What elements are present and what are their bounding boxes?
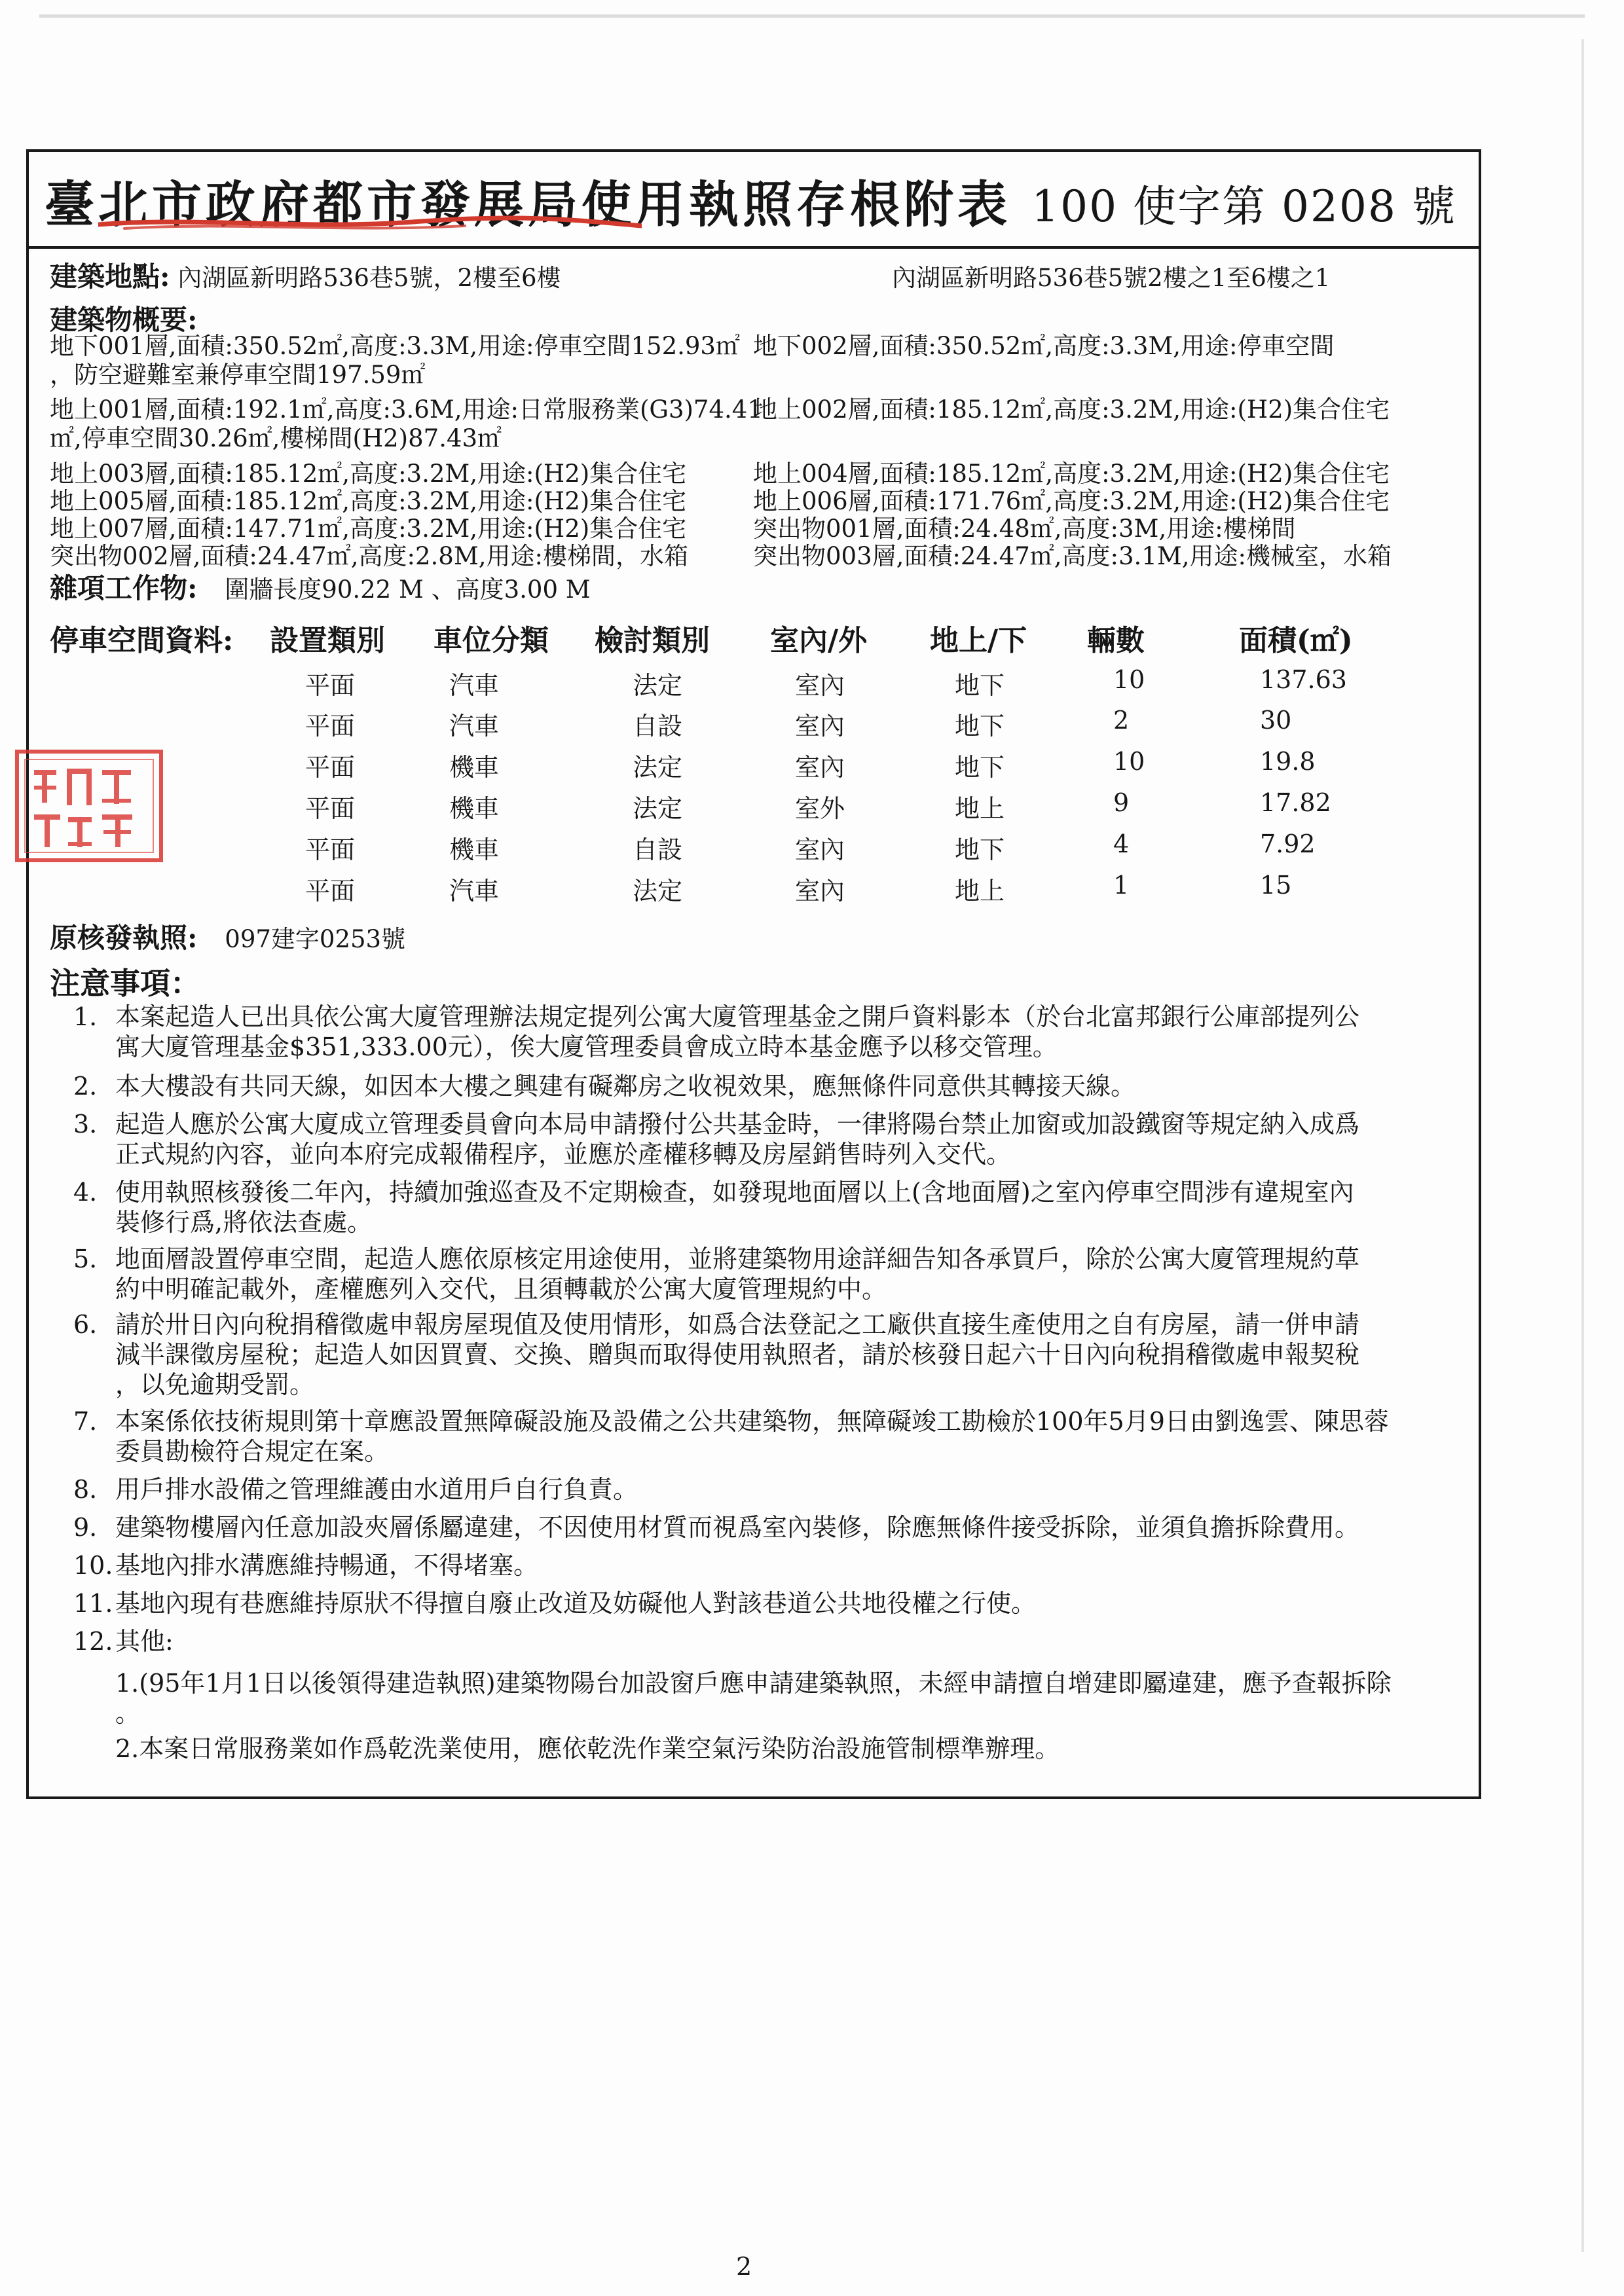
parking-cell: 法定: [633, 877, 683, 905]
note-number: 8.: [73, 1475, 98, 1504]
parking-cell: 室內: [795, 877, 845, 905]
misc-value: 圍牆長度90.22 M 、高度3.00 M: [225, 575, 591, 604]
parking-cell: 平面: [305, 712, 356, 740]
note-number: 9.: [73, 1513, 98, 1542]
parking-cell: 地下: [955, 835, 1005, 864]
parking-cell: 室內: [795, 753, 845, 782]
note-line: 委員勘檢符合規定在案。: [115, 1437, 390, 1466]
misc-label: 雜項工作物:: [50, 572, 198, 604]
note-line: 減半課徵房屋稅；起造人如因買賣、交換、贈與而取得使用執照者，請於核發日起六十日內向稅捐稽徵處申報契稅: [115, 1340, 1360, 1369]
note-number: 3.: [73, 1110, 98, 1139]
note-item: [73, 1309, 1530, 1400]
license-number: 100 使字第 0208 號: [1031, 181, 1456, 232]
overview-line: 地上003層,面積:185.12㎡,高度:3.2M,用途:(H2)集合住宅: [50, 460, 687, 488]
note-line: 本大樓設有共同天線，如因本大樓之興建有礙鄰房之收視效果，應無條件同意供其轉接天線。: [115, 1072, 1136, 1101]
parking-cell: 30: [1260, 706, 1292, 735]
parking-cell: 地上: [955, 877, 1005, 905]
parking-header: 面積(㎡): [1239, 624, 1353, 657]
note-number: 7.: [73, 1407, 98, 1436]
parking-cell: 7.92: [1260, 829, 1316, 858]
overview-line: 地下001層,面積:350.52㎡,高度:3.3M,用途:停車空間152.93㎡: [50, 332, 740, 360]
note-line: 基地內排水溝應維持暢通，不得堵塞。: [115, 1551, 539, 1580]
note-line: 2.本案日常服務業如作爲乾洗業使用，應依乾洗作業空氣污染防治設施管制標準辦理。: [115, 1734, 1060, 1763]
overview-line: 地下002層,面積:350.52㎡,高度:3.3M,用途:停車空間: [753, 332, 1335, 360]
note-item: [73, 1588, 1530, 1618]
document-title: 臺北市政府都市發展局使用執照存根附表: [45, 175, 1011, 234]
note-number: 6.: [73, 1310, 98, 1339]
overview-line: ㎡,停車空間30.26㎡,樓梯間(H2)87.43㎡: [50, 424, 502, 452]
note-line: 基地內現有巷應維持原狀不得擅自廢止改道及妨礙他人對該巷道公共地役權之行使。: [115, 1589, 1037, 1618]
parking-header: 設置類別: [270, 624, 385, 657]
parking-cell: 汽車: [449, 877, 500, 905]
note-line: 裝修行爲,將依法查處。: [115, 1208, 373, 1237]
parking-cell: 平面: [305, 835, 356, 864]
note-line: 建築物樓層內任意加設夾層係屬違建，不因使用材質而視爲室內裝修，除應無條件接受拆除，並須負擔拆除費用。: [115, 1513, 1360, 1542]
parking-cell: 室內: [795, 835, 845, 864]
original-license-row: [50, 924, 405, 953]
parking-cell: 室內: [795, 712, 845, 740]
note-item: [73, 1071, 1530, 1101]
parking-cell: 2: [1113, 706, 1130, 735]
parking-cell: 室內: [795, 671, 845, 700]
note-item: [73, 1244, 1530, 1304]
overview-line: 突出物001層,面積:24.48㎡,高度:3M,用途:樓梯間: [753, 515, 1296, 543]
overview-line: 地上001層,面積:192.1㎡,高度:3.6M,用途:日常服務業(G3)74.41: [50, 395, 763, 424]
parking-cell: 法定: [633, 671, 683, 700]
note-line: 1.(95年1月1日以後領得建造執照)建築物陽台加設窗戶應申請建築執照，未經申請擅自增建即屬違建，應予查報拆除: [115, 1669, 1392, 1698]
scan-edge-line: [39, 14, 1585, 18]
red-pen-stroke: [98, 213, 642, 236]
parking-header: 輛數: [1087, 624, 1145, 657]
parking-label: 停車空間資料:: [50, 624, 234, 657]
note-line: 其他:: [115, 1627, 174, 1656]
note-line: 約中明確記載外，產權應列入交代，且須轉載於公寓大廈管理規約中。: [115, 1275, 887, 1303]
note-number: 1.: [73, 1002, 98, 1031]
misc-row: [50, 572, 591, 604]
parking-cell: 4: [1113, 829, 1130, 858]
note-line: 用戶排水設備之管理維護由水道用戶自行負責。: [115, 1475, 638, 1504]
note-item: [73, 1550, 1530, 1580]
overview-line: 地上004層,面積:185.12㎡,高度:3.2M,用途:(H2)集合住宅: [753, 460, 1390, 488]
parking-cell: 法定: [633, 753, 683, 782]
parking-cell: 10: [1113, 665, 1145, 694]
overview-line: 突出物003層,面積:24.47㎡,高度:3.1M,用途:機械室，水箱: [753, 542, 1392, 570]
parking-cell: 法定: [633, 794, 683, 823]
original-license-value: 097建字0253號: [225, 925, 406, 953]
note-item: [73, 1474, 1530, 1504]
scan-edge-line-right: [1581, 39, 1584, 2252]
overview-label: 建築物概要:: [50, 304, 198, 336]
note-line: 使用執照核發後二年內，持續加強巡查及不定期檢查，如發現地面層以上(含地面層)之室內停車空間涉有違規室內: [115, 1178, 1354, 1207]
note-line: 寓大廈管理基金$351,333.00元），俟大廈管理委員會成立時本基金應予以移交管理。: [115, 1032, 1058, 1061]
note-item: [73, 1177, 1530, 1237]
overview-line: 突出物002層,面積:24.47㎡,高度:2.8M,用途:樓梯間，水箱: [50, 542, 688, 570]
note-number: 10.: [73, 1551, 113, 1580]
note-line: 起造人應於公寓大廈成立管理委員會向本局申請撥付公共基金時，一律將陽台禁止加窗或加設鐵窗等規定納入成爲: [115, 1110, 1360, 1139]
parking-cell: 137.63: [1260, 665, 1347, 694]
site-value: 內湖區新明路536巷5號，2樓至6樓: [177, 264, 561, 292]
site-value-right: 內湖區新明路536巷5號2樓之1至6樓之1: [892, 264, 1331, 292]
parking-cell: 10: [1113, 747, 1145, 776]
overview-line: ，防空避難室兼停車空間197.59㎡: [50, 361, 426, 389]
note-line: 本案係依技術規則第十章應設置無障礙設施及設備之公共建築物，無障礙竣工勘檢於100年5月9日由劉逸雲、陳思蓉: [115, 1407, 1389, 1436]
parking-cell: 地上: [955, 794, 1005, 823]
note-sub-item: [115, 1734, 1471, 1764]
note-item: [73, 1626, 1530, 1656]
parking-cell: 地下: [955, 712, 1005, 740]
overview-line: 地上002層,面積:185.12㎡,高度:3.2M,用途:(H2)集合住宅: [753, 395, 1390, 424]
parking-cell: 自設: [633, 835, 683, 864]
parking-cell: 機車: [449, 753, 500, 782]
parking-cell: 汽車: [449, 712, 500, 740]
parking-cell: 平面: [305, 877, 356, 905]
note-item: [73, 1109, 1530, 1169]
overview-line: 地上005層,面積:185.12㎡,高度:3.2M,用途:(H2)集合住宅: [50, 487, 687, 515]
note-line: 地面層設置停車空間，起造人應依原核定用途使用，並將建築物用途詳細告知各承買戶，除於公寓大廈管理規約草: [115, 1245, 1360, 1273]
parking-cell: 自設: [633, 712, 683, 740]
note-item: [73, 1002, 1530, 1062]
note-line: 本案起造人已出具依公寓大廈管理辦法規定提列公寓大廈管理基金之開戶資料影本（於台北富邦銀行公庫部提列公: [115, 1002, 1360, 1031]
note-line: 。: [115, 1699, 141, 1728]
parking-cell: 汽車: [449, 671, 500, 700]
parking-cell: 1: [1113, 871, 1130, 900]
parking-header: 室內/外: [770, 624, 868, 657]
parking-cell: 平面: [305, 671, 356, 700]
parking-cell: 機車: [449, 835, 500, 864]
parking-cell: 17.82: [1260, 788, 1331, 817]
note-number: 12.: [73, 1627, 113, 1656]
parking-cell: 地下: [955, 753, 1005, 782]
parking-cell: 機車: [449, 794, 500, 823]
note-number: 2.: [73, 1072, 98, 1101]
note-item: [73, 1512, 1530, 1542]
original-license-label: 原核發執照:: [50, 922, 198, 954]
parking-cell: 室外: [795, 794, 845, 823]
site-label: 建築地點:: [50, 261, 170, 293]
notes-label: 注意事項：: [50, 966, 200, 1001]
parking-cell: 9: [1113, 788, 1130, 817]
overview-line: 地上006層,面積:171.76㎡,高度:3.2M,用途:(H2)集合住宅: [753, 487, 1390, 515]
note-number: 11.: [73, 1589, 113, 1618]
note-line: ，以免逾期受罰。: [115, 1370, 315, 1399]
parking-header: 車位分類: [434, 624, 549, 657]
note-line: 請於卅日內向稅捐稽徵處申報房屋現值及使用情形，如爲合法登記之工廠供直接生產使用之自有房屋，請一併申請: [115, 1310, 1360, 1339]
official-seal-stamp: [12, 746, 166, 866]
note-number: 4.: [73, 1178, 98, 1207]
parking-cell: 地下: [955, 671, 1005, 700]
site-row: [50, 263, 561, 292]
note-line: 正式規約內容，並向本府完成報備程序，並應於產權移轉及房屋銷售時列入交代。: [115, 1140, 1012, 1169]
parking-header: 地上/下: [930, 624, 1027, 657]
note-sub-item: [115, 1668, 1471, 1728]
overview-line: 地上007層,面積:147.71㎡,高度:3.2M,用途:(H2)集合住宅: [50, 515, 687, 543]
page-number: 2: [736, 2252, 752, 2281]
parking-cell: 平面: [305, 753, 356, 782]
note-item: [73, 1406, 1530, 1467]
parking-cell: 平面: [305, 794, 356, 823]
parking-cell: 19.8: [1260, 747, 1316, 776]
parking-cell: 15: [1260, 871, 1292, 900]
note-number: 5.: [73, 1245, 98, 1273]
parking-header: 檢討類別: [595, 624, 710, 657]
